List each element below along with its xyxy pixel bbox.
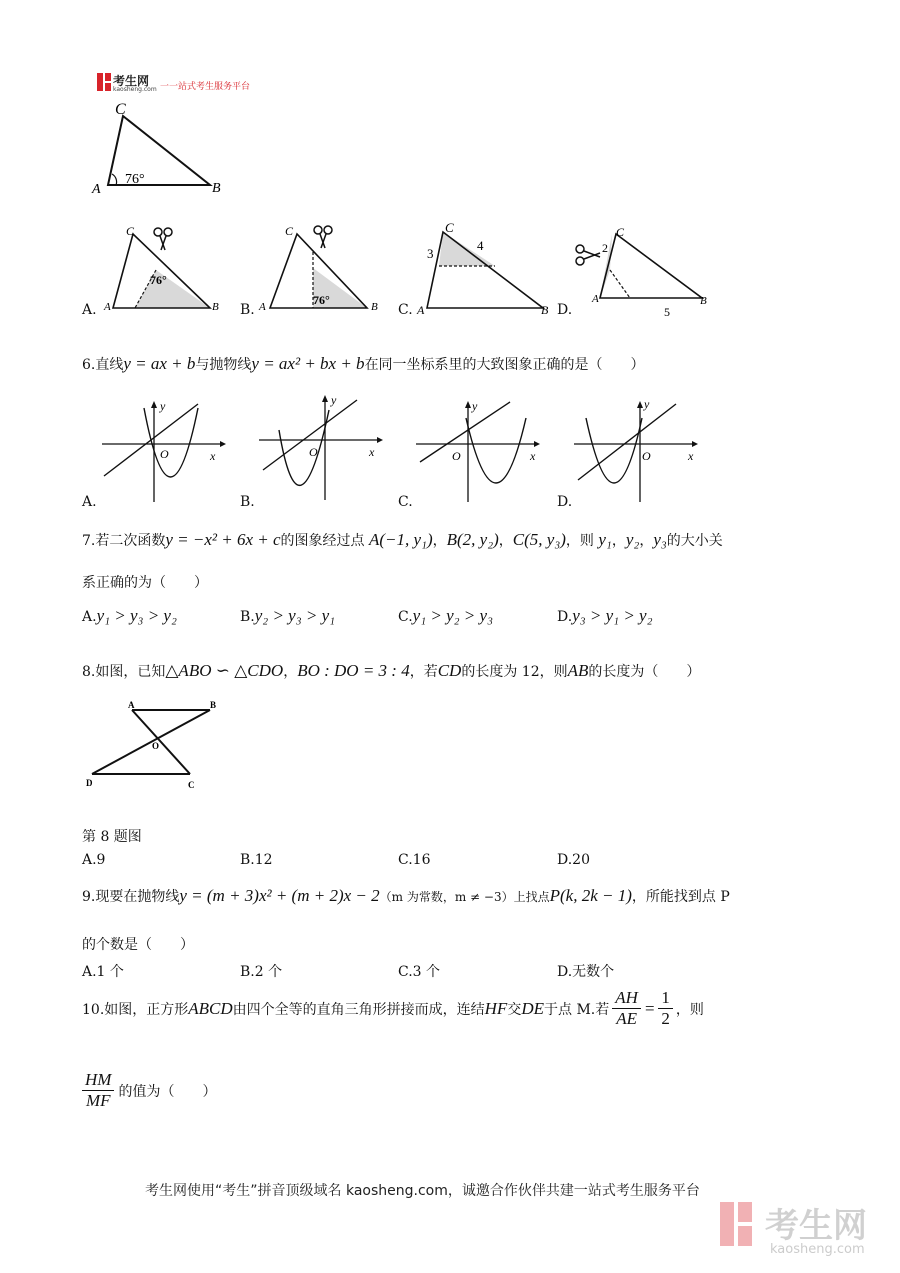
scissors-icon: [154, 228, 172, 250]
svg-text:A: A: [104, 301, 111, 313]
q5-main-figure: [85, 98, 235, 198]
q6-option-c-label[interactable]: C.: [398, 494, 413, 510]
q7-stem: 7.若二次函数y = −x² + 6x + c的图象经过点 A(−1, y₁)，B(2, y₂)，C(5, y₃)，则 y₁，y₂，y₃的大小关: [82, 530, 723, 549]
q8-option-d[interactable]: D.20: [557, 852, 590, 868]
svg-text:x: x: [369, 445, 375, 459]
svg-text:C: C: [285, 224, 294, 238]
svg-text:A: A: [417, 303, 425, 317]
svg-text:C: C: [445, 220, 454, 235]
q9-stem-line2: 的个数是（ ）: [82, 937, 194, 953]
q10-stem: 10.如图，正方形 ABCD 由四个全等的直角三角形拼接而成，连结 HF 交 DE 于点 M.若 $\frac{AH}{AE}$ = $\frac{1}{2}$ ，则: [82, 988, 704, 1028]
q10-frac1-num: AH: [612, 988, 641, 1009]
svg-text:O: O: [152, 741, 160, 751]
svg-text:y: y: [331, 393, 337, 407]
q10-frac1-den: AE: [616, 1009, 637, 1028]
q8-option-b[interactable]: B.12: [240, 852, 273, 868]
svg-text:y: y: [472, 399, 478, 413]
q9-option-d[interactable]: D.无数个: [557, 964, 615, 980]
footer-text[interactable]: 考生网使用“考生”拼音顶级域名 kaosheng.com，诚邀合作伙伴共建一站式考生服务平台: [145, 1183, 700, 1199]
svg-text:A: A: [592, 293, 599, 305]
q8-option-a[interactable]: A.9: [82, 852, 106, 868]
scissors-icon: [314, 226, 332, 248]
q8-figure: [82, 698, 232, 793]
q8-option-c[interactable]: C.16: [398, 852, 431, 868]
watermark-logo-icon: [718, 1200, 766, 1250]
q9-option-b[interactable]: B.2 个: [240, 964, 283, 980]
q8-stem: 8.如图，已知△ABO ∽ △CDO，BO : DO = 3 : 4，若CD的长度为 12，则AB的长度为（ ）: [82, 661, 701, 680]
q10-frac3-den: MF: [85, 1091, 111, 1110]
svg-text:y: y: [160, 399, 166, 413]
q10-frac2-num: 1: [658, 988, 673, 1009]
header-tagline: 一一站式考生服务平台: [160, 82, 251, 92]
svg-text:O: O: [309, 445, 318, 459]
q5-option-b-figure[interactable]: [255, 222, 385, 317]
q10-stem-line2: $\frac{HM}{MF}$ 的值为（ ）: [82, 1070, 216, 1111]
watermark-name: 考生网: [765, 1206, 867, 1246]
q7-option-a[interactable]: A.y₁ > y₃ > y₂: [82, 606, 177, 625]
q5-option-c-figure[interactable]: [415, 218, 555, 318]
svg-text:y: y: [644, 398, 650, 411]
watermark-domain: kaosheng.com: [770, 1242, 865, 1257]
q5-vertex-b: B: [212, 181, 221, 196]
q9-option-a[interactable]: A.1 个: [82, 964, 124, 980]
svg-text:D: D: [86, 778, 93, 788]
svg-text:B: B: [700, 295, 707, 307]
svg-text:x: x: [210, 449, 216, 463]
q7-option-b[interactable]: B.y₂ > y₃ > y₁: [240, 606, 336, 625]
svg-text:B: B: [210, 700, 217, 710]
q6-option-b-label[interactable]: B.: [240, 494, 255, 510]
watermark-logo: [718, 1200, 766, 1254]
q7-option-c[interactable]: C.y₁ > y₂ > y₃: [398, 606, 493, 625]
q5-option-d-label[interactable]: D.: [557, 302, 573, 318]
q5-option-b-label[interactable]: B.: [240, 302, 255, 318]
q5-option-c-side2: 4: [477, 238, 484, 253]
svg-text:x: x: [688, 449, 694, 463]
q6-option-a-label[interactable]: A.: [82, 494, 97, 510]
q5-option-c-label[interactable]: C.: [398, 302, 413, 318]
q5-option-b-angle: 76°: [313, 293, 330, 307]
q5-vertex-a: A: [92, 182, 101, 197]
svg-text:O: O: [452, 449, 461, 463]
q6-graph-c[interactable]: [414, 398, 544, 503]
svg-text:C: C: [188, 780, 195, 790]
logo-name: 考生网: [113, 74, 150, 88]
svg-text:A: A: [128, 700, 135, 710]
q5-option-c-side1: 3: [427, 246, 434, 261]
svg-text:B: B: [371, 301, 378, 313]
q5-vertex-c: C: [115, 101, 126, 118]
q6-option-d-label[interactable]: D.: [557, 494, 573, 510]
q6-graph-a[interactable]: [98, 398, 228, 503]
q5-option-d-side1: 2: [602, 241, 608, 255]
scissors-icon: [576, 245, 600, 265]
q5-option-d-figure[interactable]: [572, 222, 712, 317]
q7-option-d[interactable]: D.y₃ > y₁ > y₂: [557, 606, 653, 625]
q6-graph-b[interactable]: [255, 392, 385, 502]
q5-option-a-label[interactable]: A.: [82, 302, 97, 318]
svg-text:O: O: [642, 449, 651, 463]
svg-text:B: B: [212, 301, 219, 313]
q5-angle-label: 76°: [125, 172, 145, 187]
q9-stem: 9.现要在抛物线y = (m + 3)x² + (m + 2)x − 2（m 为常数，m ≠ −3）上找点P(k, 2k − 1)，所能找到点 P: [82, 886, 730, 905]
svg-text:A: A: [259, 301, 266, 313]
svg-text:O: O: [160, 447, 169, 461]
q10-frac2-den: 2: [661, 1009, 670, 1028]
q6-graph-d[interactable]: [572, 398, 702, 503]
svg-text:C: C: [616, 225, 625, 239]
svg-text:B: B: [541, 303, 549, 317]
q5-option-a-angle: 76°: [150, 273, 167, 287]
logo-domain: kaosheng.com: [113, 86, 157, 93]
svg-text:x: x: [530, 449, 536, 463]
q8-fig-caption: 第 8 题图: [82, 829, 142, 845]
svg-text:C: C: [126, 224, 135, 238]
q5-option-d-side2: 5: [664, 305, 670, 317]
q10-frac3-num: HM: [82, 1070, 114, 1091]
q7-stem-line2: 系正确的为（ ）: [82, 575, 208, 591]
q6-stem: 6.直线y = ax + b与抛物线y = ax² + bx + b在同一坐标系里的大致图象正确的是（ ）: [82, 354, 645, 373]
q5-option-a-figure[interactable]: [98, 222, 228, 317]
q9-option-c[interactable]: C.3 个: [398, 964, 441, 980]
